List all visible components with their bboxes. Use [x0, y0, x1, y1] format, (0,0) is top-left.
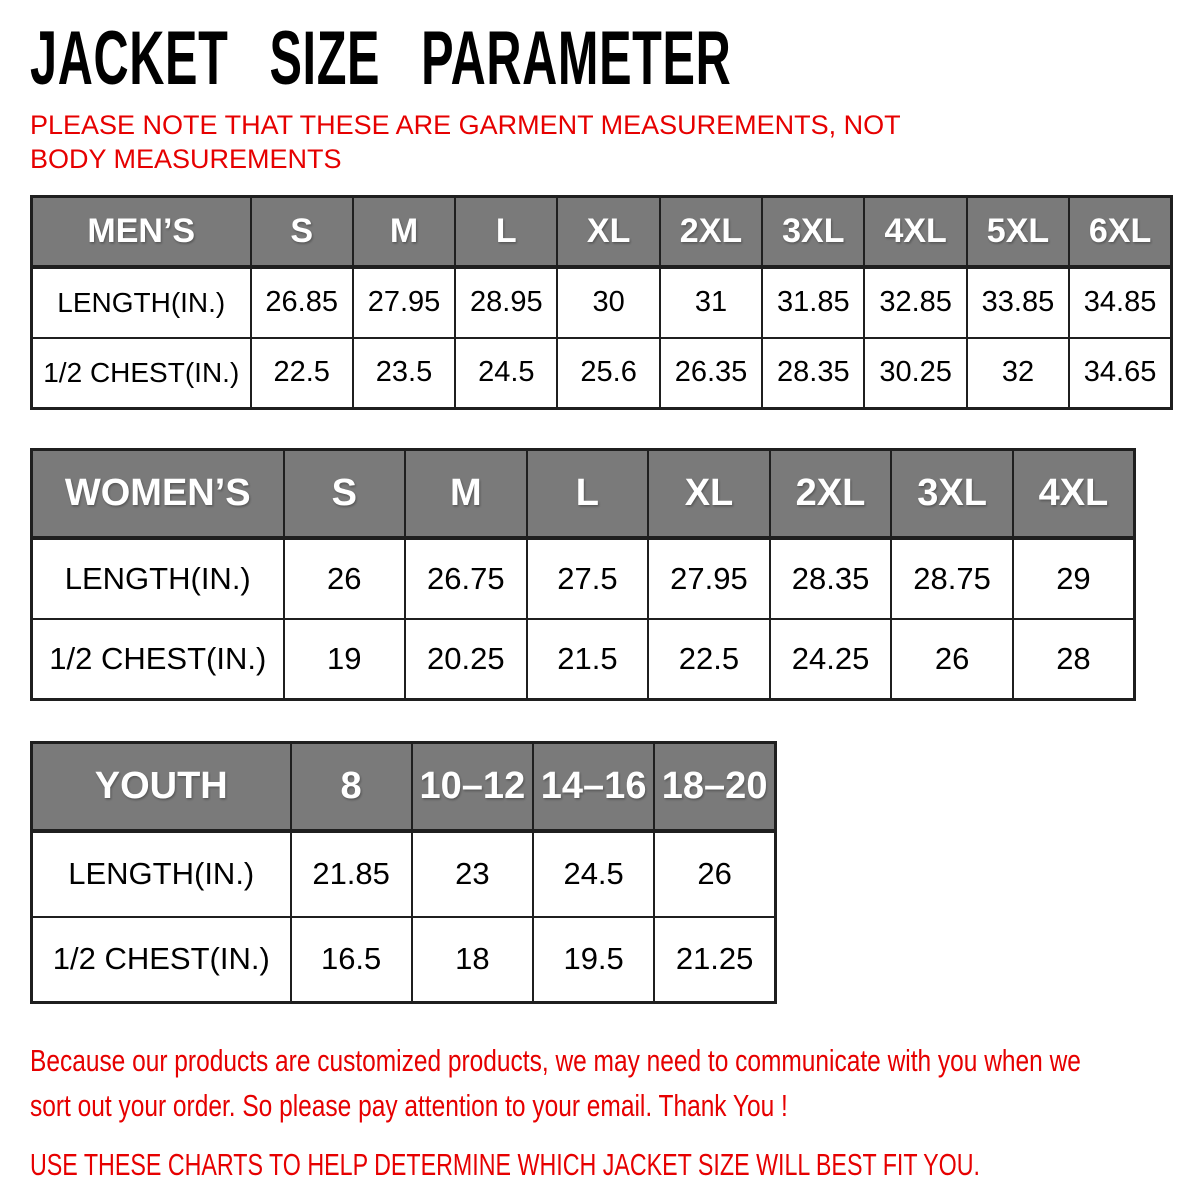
size-column-header: M [353, 197, 455, 267]
measurement-value-cell: 28 [1013, 619, 1135, 700]
measurement-value-cell: 19 [284, 619, 406, 700]
size-column-header: L [527, 450, 649, 538]
measurement-value-cell: 33.85 [967, 267, 1069, 338]
table-row [32, 267, 1172, 338]
size-column-header: 4XL [864, 197, 966, 267]
measurement-row-label: LENGTH(IN.) [32, 267, 251, 338]
womens-category-cell: WOMEN’S [32, 450, 284, 538]
measurement-value-cell: 22.5 [648, 619, 770, 700]
measurement-value-cell: 28.35 [762, 338, 864, 409]
measurement-value-cell: 18 [412, 917, 533, 1003]
size-column-header: S [251, 197, 353, 267]
measurement-value-cell: 26.75 [405, 538, 527, 619]
size-column-header: 10–12 [412, 743, 533, 831]
measurement-value-cell: 23 [412, 831, 533, 917]
measurement-value-cell: 24.5 [533, 831, 654, 917]
youth-category-cell: YOUTH [32, 743, 291, 831]
womens-size-table-section [0, 448, 1200, 701]
measurement-value-cell: 30.25 [864, 338, 966, 409]
youth-size-table-section [0, 741, 1200, 1004]
youth-size-table [30, 741, 777, 1004]
measurement-value-cell: 19.5 [533, 917, 654, 1003]
measurement-row-label: 1/2 CHEST(IN.) [32, 917, 291, 1003]
footer-usage-text: USE THESE CHARTS TO HELP DETERMINE WHICH JACKET SIZE WILL BEST FIT YOU. [30, 1147, 981, 1182]
measurement-value-cell: 28.95 [455, 267, 557, 338]
measurement-value-cell: 16.5 [291, 917, 412, 1003]
measurement-value-cell: 20.25 [405, 619, 527, 700]
measurement-row-label: 1/2 CHEST(IN.) [32, 338, 251, 409]
measurement-value-cell: 23.5 [353, 338, 455, 409]
table-row [32, 917, 776, 1003]
measurement-value-cell: 30 [557, 267, 659, 338]
measurement-value-cell: 22.5 [251, 338, 353, 409]
measurement-value-cell: 31.85 [762, 267, 864, 338]
measurement-value-cell: 24.5 [455, 338, 557, 409]
mens-size-table-section [0, 195, 1200, 410]
measurement-value-cell: 26 [654, 831, 775, 917]
measurement-value-cell: 28.75 [891, 538, 1013, 619]
table-row [32, 338, 1172, 409]
size-column-header: 2XL [770, 450, 892, 538]
size-column-header: 6XL [1069, 197, 1171, 267]
mens-size-table [30, 195, 1173, 410]
table-row [32, 619, 1135, 700]
measurement-value-cell: 27.95 [353, 267, 455, 338]
size-column-header: 3XL [762, 197, 864, 267]
measurement-value-cell: 34.85 [1069, 267, 1171, 338]
womens-size-table [30, 448, 1136, 701]
measurement-value-cell: 26.85 [251, 267, 353, 338]
measurement-value-cell: 29 [1013, 538, 1135, 619]
measurement-row-label: LENGTH(IN.) [32, 831, 291, 917]
measurement-value-cell: 27.95 [648, 538, 770, 619]
size-column-header: M [405, 450, 527, 538]
measurement-value-cell: 21.25 [654, 917, 775, 1003]
measurement-value-cell: 31 [660, 267, 762, 338]
measurement-value-cell: 26 [891, 619, 1013, 700]
measurement-value-cell: 32.85 [864, 267, 966, 338]
measurement-value-cell: 28.35 [770, 538, 892, 619]
measurement-value-cell: 21.5 [527, 619, 649, 700]
garment-measurement-note: PLEASE NOTE THAT THESE ARE GARMENT MEASUREMENTS, NOT BODY MEASUREMENTS [30, 110, 901, 174]
size-column-header: S [284, 450, 406, 538]
measurement-value-cell: 26.35 [660, 338, 762, 409]
size-column-header: XL [648, 450, 770, 538]
size-column-header: XL [557, 197, 659, 267]
measurement-value-cell: 21.85 [291, 831, 412, 917]
size-column-header: 4XL [1013, 450, 1135, 538]
measurement-value-cell: 27.5 [527, 538, 649, 619]
size-column-header: 3XL [891, 450, 1013, 538]
size-column-header: 14–16 [533, 743, 654, 831]
size-column-header: 8 [291, 743, 412, 831]
measurement-value-cell: 26 [284, 538, 406, 619]
measurement-value-cell: 25.6 [557, 338, 659, 409]
page-title: JACKET SIZE PARAMETER [30, 16, 732, 101]
measurement-value-cell: 32 [967, 338, 1069, 409]
size-column-header: 2XL [660, 197, 762, 267]
footer-communicate-text: Because our products are customized products, we may need to communicate with you when we sort out your order. So please pay attention to your email. Thank You ! [30, 1043, 1081, 1123]
size-column-header: L [455, 197, 557, 267]
measurement-row-label: 1/2 CHEST(IN.) [32, 619, 284, 700]
size-column-header: 18–20 [654, 743, 775, 831]
measurement-value-cell: 34.65 [1069, 338, 1171, 409]
measurement-value-cell: 24.25 [770, 619, 892, 700]
table-row [32, 538, 1135, 619]
table-row [32, 831, 776, 917]
mens-category-cell: MEN’S [32, 197, 251, 267]
measurement-row-label: LENGTH(IN.) [32, 538, 284, 619]
size-column-header: 5XL [967, 197, 1069, 267]
